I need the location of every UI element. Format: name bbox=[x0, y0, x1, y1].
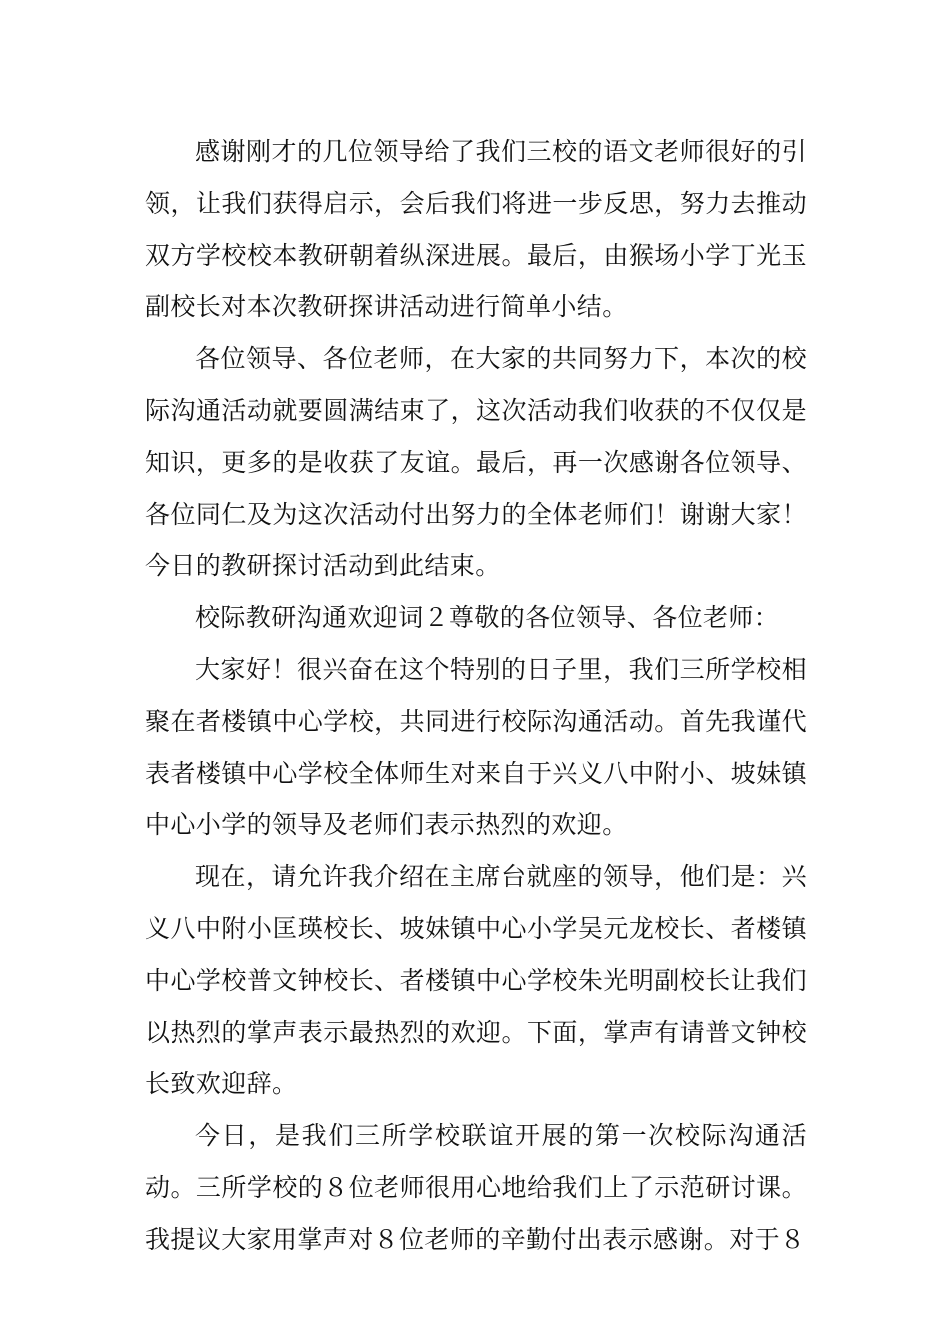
paragraph-thanks: 各位领导、各位老师，在大家的共同努力下，本次的校际沟通活动就要圆满结束了，这次活动我们收获的不仅仅是知识，更多的是收获了友谊。最后，再一次感谢各位领导、各位同仁及为这次活动付出努力的全体老师们！谢谢大家！今日的教研探讨活动到此结束。 bbox=[145, 344, 807, 581]
paragraph-activity: 今日，是我们三所学校联谊开展的第一次校际沟通活动。三所学校的８位老师很用心地给我们上了示范研讨课。我提议大家用掌声对８位老师的辛勤付出表示感谢。对于８ bbox=[145, 1121, 807, 1254]
document-body bbox=[145, 126, 807, 1266]
paragraph-welcome: 大家好！很兴奋在这个特别的日子里，我们三所学校相聚在者楼镇中心学校，共同进行校际沟通活动。首先我谨代表者楼镇中心学校全体师生对来自于兴义八中附小、坡妹镇中心小学的领导及老师们表示热烈的欢迎。 bbox=[145, 654, 807, 840]
paragraph-introductions: 现在，请允许我介绍在主席台就座的领导，他们是：兴义八中附小匡瑛校长、坡妹镇中心小学吴元龙校长、者楼镇中心学校普文钟校长、者楼镇中心学校朱光明副校长让我们以热烈的掌声表示最热烈的欢迎。下面，掌声有请普文钟校长致欢迎辞。 bbox=[145, 862, 807, 1099]
paragraph-section-heading: 校际教研沟通欢迎词２尊敬的各位领导、各位老师： bbox=[195, 603, 780, 633]
paragraph-closing-remarks: 感谢刚才的几位领导给了我们三校的语文老师很好的引领，让我们获得启示，会后我们将进一步反思，努力去推动双方学校校本教研朝着纵深进展。最后，由猴场小学丁光玉副校长对本次教研探讲活动进行简单小结。 bbox=[145, 137, 807, 322]
